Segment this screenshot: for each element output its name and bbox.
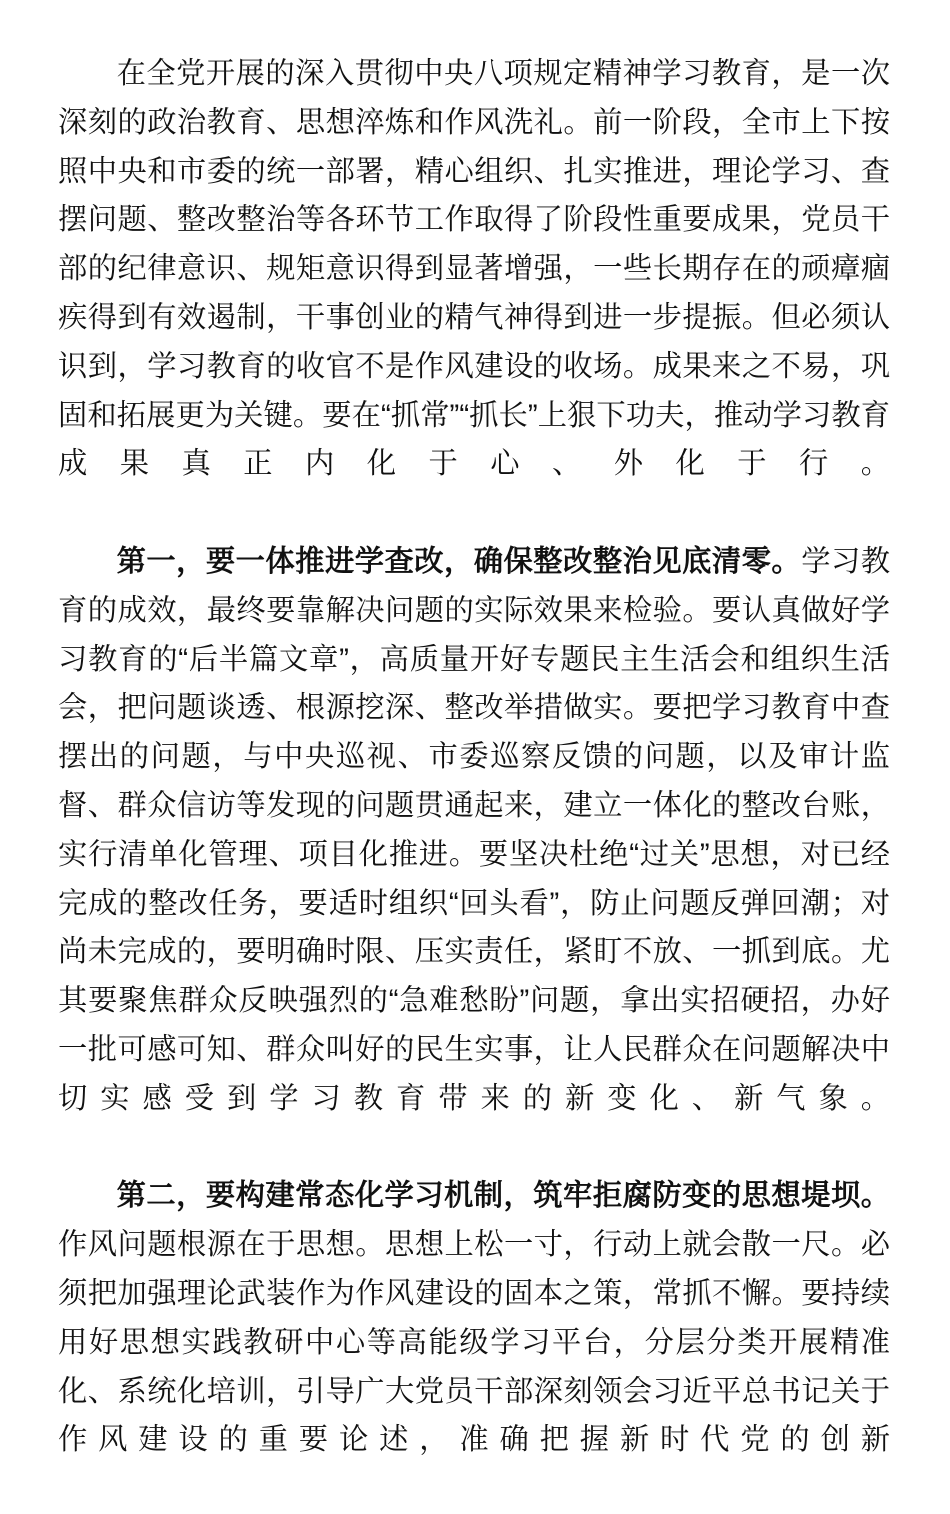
paragraph-second (58, 1172, 890, 1514)
paragraph-second-lead: 第二，要构建常态化学习机制，筑牢拒腐防变的思想堤坝。 (116, 1179, 890, 1213)
paragraph-intro-text: 在全党开展的深入贯彻中央八项规定精神学习教育，是一次深刻的政治教育、思想淬炼和作风洗礼。前一阶段，全市上下按照中央和市委的统一部署，精心组织、扎实推进，理论学习、查摆问题、整改整治等各环节工作取得了阶段性重要成果，党员干部的纪律意识、规矩意识得到显著增强，一些长期存在的顽瘴痼疾得到有效遏制，干事创业的精气神得到进一步提振。但必须认识到，学习教育的收官不是作风建设的收场。成果来之不易，巩固和拓展更为关键。要在“抓常”“抓长”上狠下功夫，推动学习教育成果真正内化于心、外化于行。 (58, 57, 890, 481)
paragraph-first (58, 538, 890, 1172)
paragraph-intro (58, 50, 890, 538)
document-body (58, 50, 890, 1514)
paragraph-first-text: 学习教育的成效，最终要靠解决问题的实际效果来检验。要认真做好学习教育的“后半篇文章”，高质量开好专题民主生活会和组织生活会，把问题谈透、根源挖深、整改举措做实。要把学习教育中查摆出的问题，与中央巡视、市委巡察反馈的问题，以及审计监督、群众信访等发现的问题贯通起来，建立一体化的整改台账，实行清单化管理、项目化推进。要坚决杜绝“过关”思想，对已经完成的整改任务，要适时组织“回头看”，防止问题反弹回潮；对尚未完成的，要明确时限、压实责任，紧盯不放、一抓到底。尤其要聚焦群众反映强烈的“急难愁盼”问题，拿出实招硬招，办好一批可感可知、群众叫好的民生实事，让人民群众在问题解决中切实感受到学习教育带来的新变化、新气象。 (58, 544, 891, 1115)
paragraph-first-lead: 第一，要一体推进学查改，确保整改整治见底清零。 (116, 544, 802, 578)
paragraph-second-text: 作风问题根源在于思想。思想上松一寸，行动上就会散一尺。必须把加强理论武装作为作风建设的固本之策，常抓不懈。要持续用好思想实践教研中心等高能级学习平台，分层分类开展精准化、系统化培训，引导广大党员干部深刻领会习近平总书记关于作风建设的重要论述，准确把握新时代党的创新 (58, 1228, 890, 1457)
